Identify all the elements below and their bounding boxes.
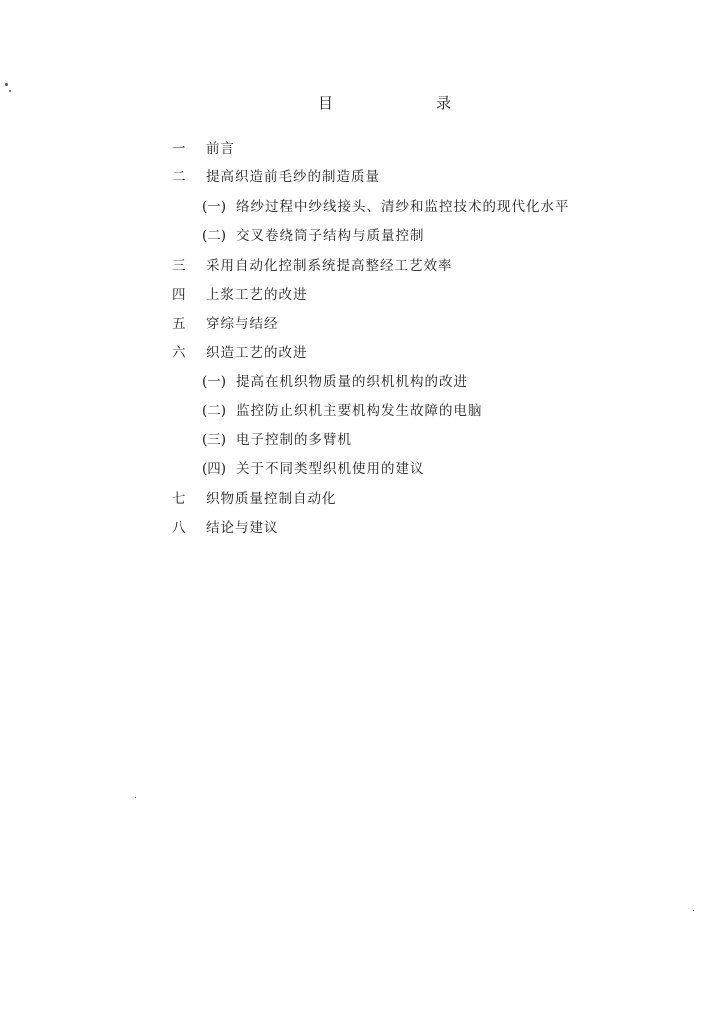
- toc-text: 交叉卷绕筒子结构与质量控制: [236, 228, 425, 244]
- toc-title-left: 目: [318, 94, 334, 112]
- toc-entry-3: [172, 256, 453, 276]
- toc-entry-8: [172, 518, 279, 538]
- toc-number: (二): [202, 228, 227, 244]
- toc-entry-6-1: [202, 372, 468, 392]
- toc-entry-2-1: [202, 197, 570, 217]
- toc-number: 八: [172, 520, 186, 536]
- toc-number: 四: [172, 287, 186, 303]
- toc-text: 提高在机织物质量的织机机构的改进: [236, 374, 468, 390]
- toc-text: 提高织造前毛纱的制造质量: [206, 169, 380, 185]
- toc-text: 采用自动化控制系统提高整经工艺效率: [206, 258, 453, 274]
- toc-text: 电子控制的多臂机: [236, 432, 352, 448]
- toc-entry-6-4: [202, 459, 425, 479]
- toc-text: 络纱过程中纱线接头、清纱和监控技术的现代化水平: [236, 199, 570, 215]
- toc-number: 七: [172, 491, 186, 507]
- toc-number: 六: [172, 345, 186, 361]
- toc-title-right: 录: [436, 94, 452, 112]
- toc-text: 穿综与结经: [206, 316, 279, 332]
- toc-number: (三): [202, 432, 227, 448]
- toc-number: 一: [172, 141, 186, 157]
- toc-entry-1: [172, 139, 235, 159]
- toc-number: (四): [202, 461, 227, 477]
- scan-speck: [5, 83, 8, 86]
- toc-entry-6-2: [202, 401, 483, 421]
- toc-text: 关于不同类型织机使用的建议: [236, 461, 425, 477]
- toc-text: 监控防止织机主要机构发生故障的电脑: [236, 403, 483, 419]
- toc-entry-6-3: [202, 430, 352, 450]
- toc-entry-4: [172, 285, 308, 305]
- toc-text: 织物质量控制自动化: [206, 491, 337, 507]
- toc-number: (一): [202, 199, 227, 215]
- toc-number: (二): [202, 403, 227, 419]
- toc-entry-2-2: [202, 226, 425, 246]
- toc-entry-7: [172, 489, 337, 509]
- toc-number: (一): [202, 374, 227, 390]
- scan-speck: [135, 797, 136, 798]
- scan-speck: [693, 910, 694, 911]
- toc-number: 三: [172, 258, 186, 274]
- toc-text: 前言: [206, 141, 235, 157]
- toc-text: 结论与建议: [206, 520, 279, 536]
- toc-entry-5: [172, 314, 279, 334]
- toc-number: 五: [172, 316, 186, 332]
- scan-speck: [9, 90, 11, 92]
- toc-entry-6: [172, 343, 308, 363]
- toc-entry-2: [172, 167, 380, 187]
- toc-text: 织造工艺的改进: [206, 345, 308, 361]
- toc-number: 二: [172, 169, 186, 185]
- toc-text: 上浆工艺的改进: [206, 287, 308, 303]
